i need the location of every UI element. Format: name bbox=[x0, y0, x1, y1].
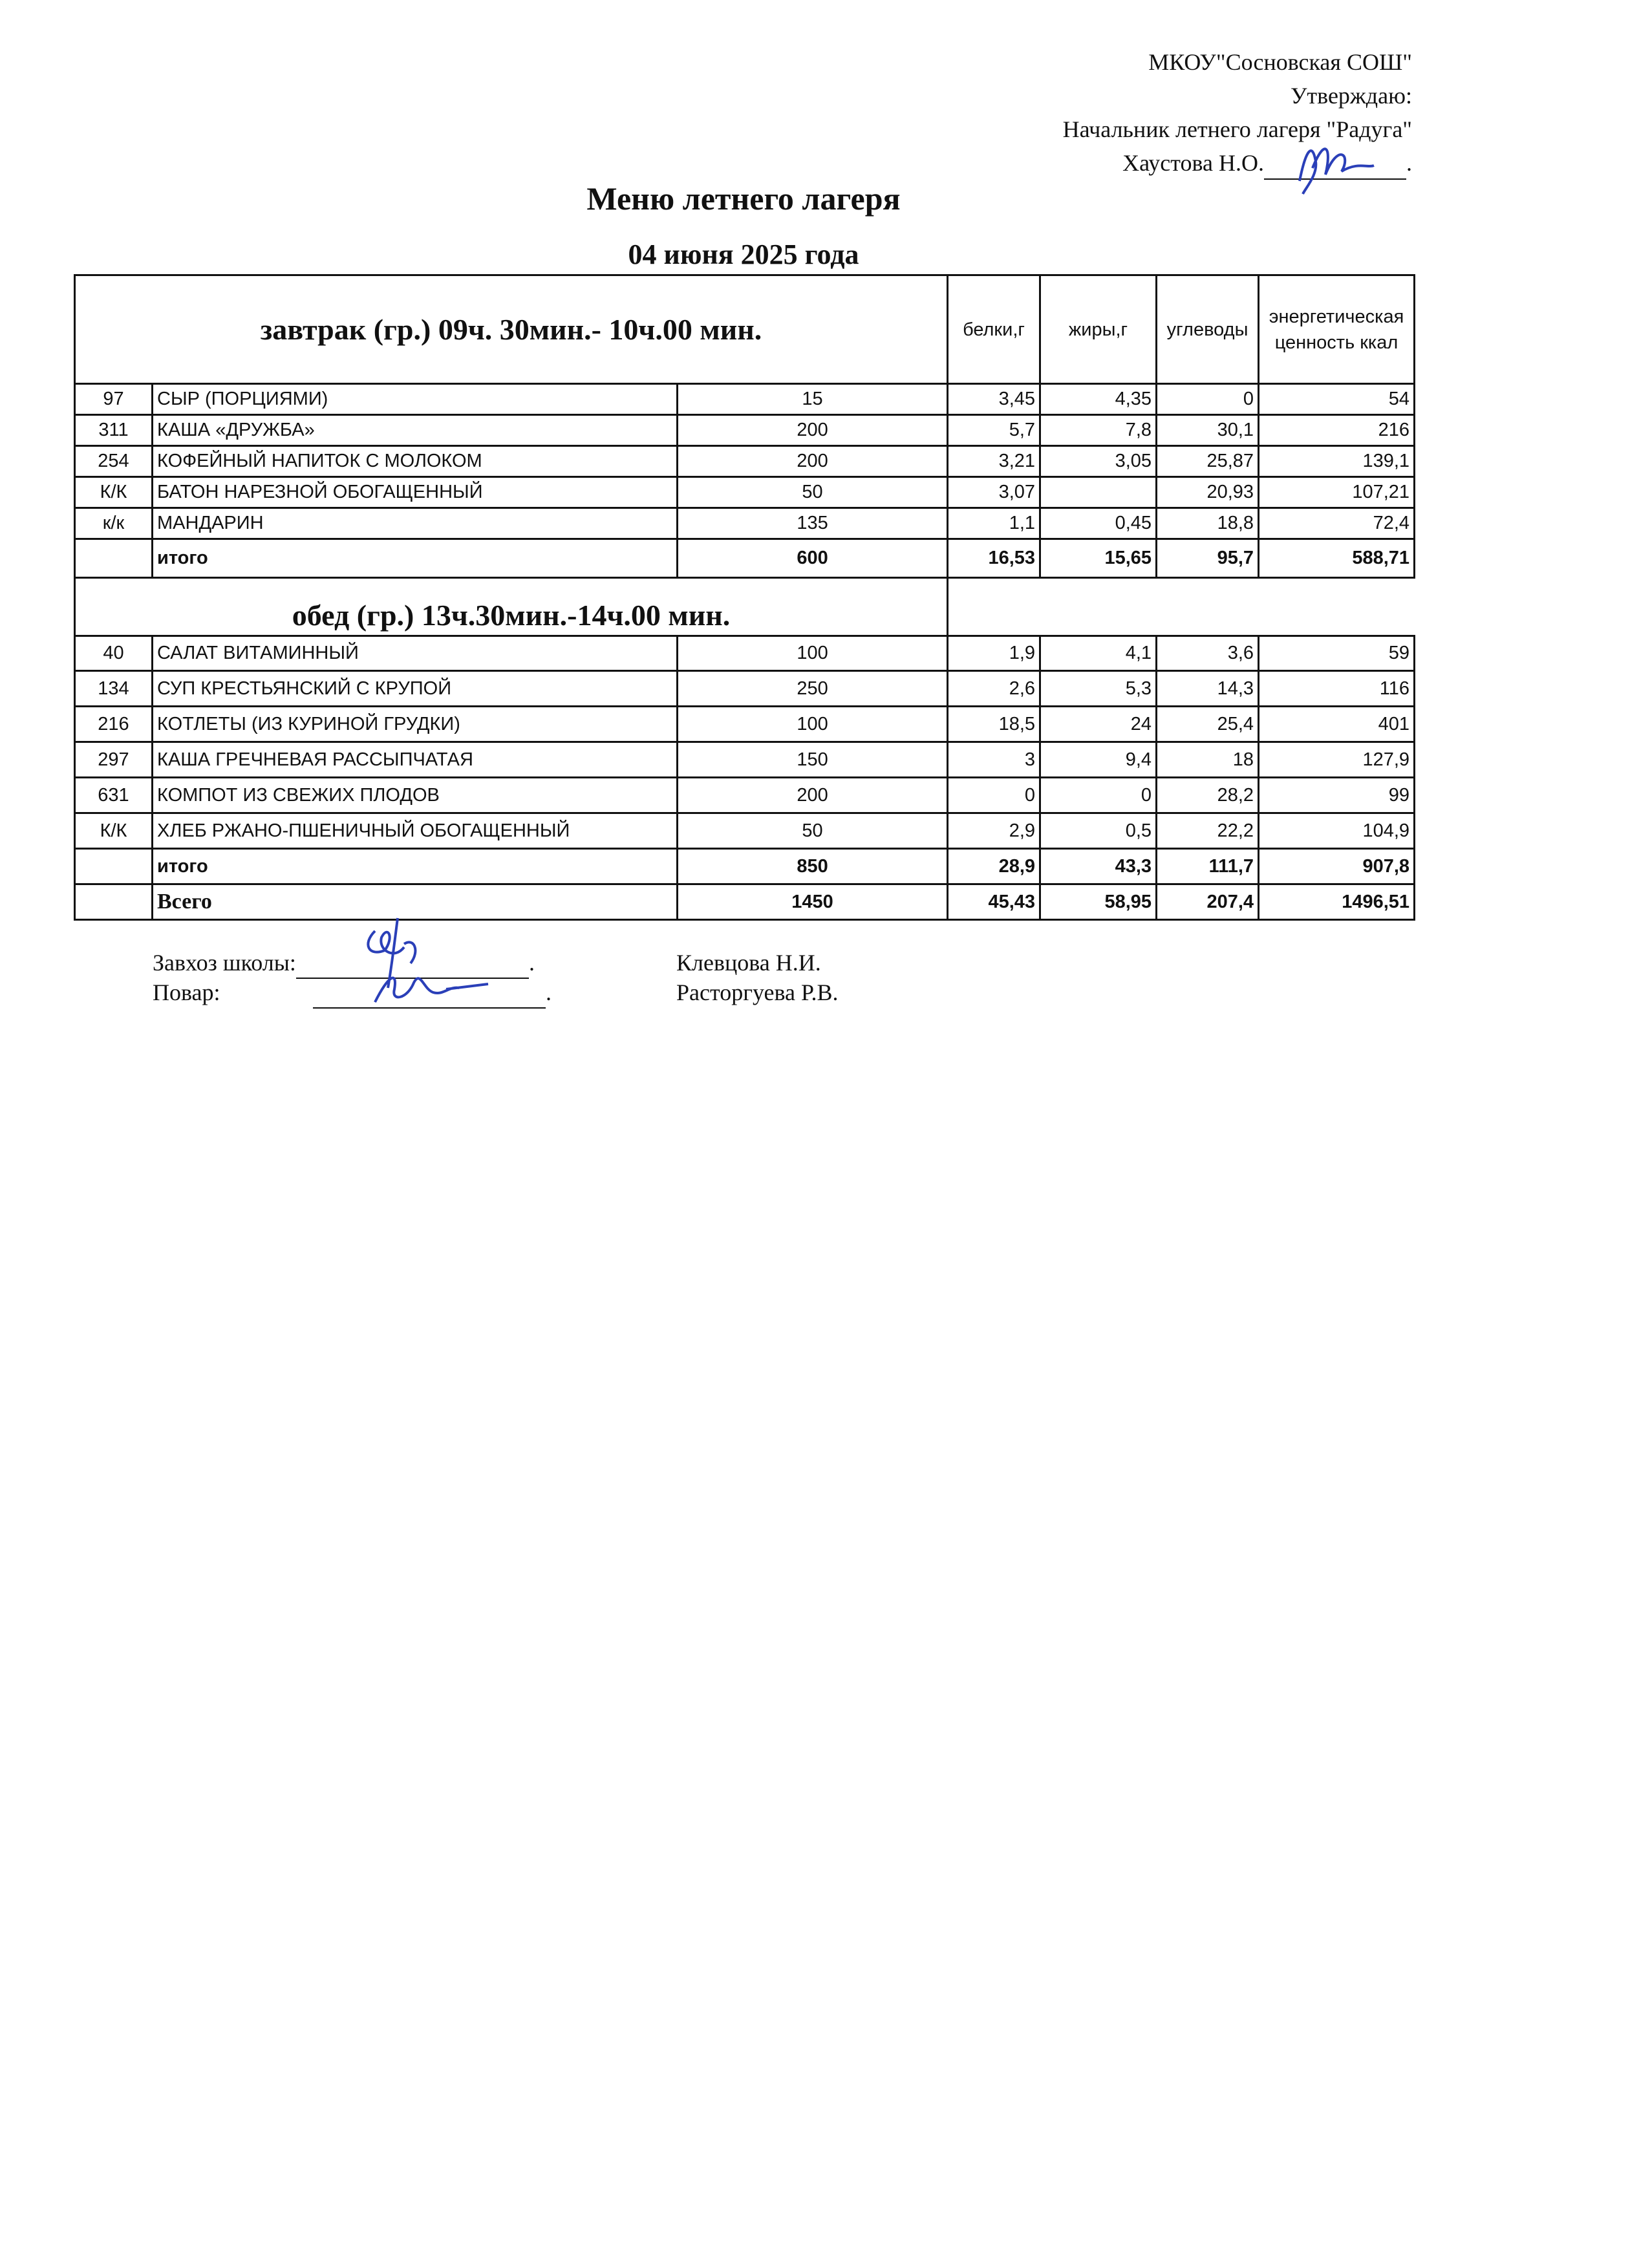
org-name: МКОУ"Сосновская СОШ" bbox=[1148, 49, 1412, 75]
item-name: БАТОН НАРЕЗНОЙ ОБОГАЩЕННЫЙ bbox=[153, 477, 678, 508]
table-row bbox=[75, 813, 1415, 849]
item-fat: 5,3 bbox=[1040, 671, 1157, 707]
item-protein: 2,6 bbox=[948, 671, 1040, 707]
storekeeper-name: Клевцова Н.И. bbox=[676, 950, 821, 976]
item-protein: 3,21 bbox=[948, 446, 1040, 477]
table-row bbox=[75, 415, 1415, 446]
cook-line: Повар: . bbox=[153, 978, 552, 1009]
item-code: 311 bbox=[75, 415, 153, 446]
item-weight: 15 bbox=[678, 384, 948, 415]
lunch-total-row bbox=[75, 849, 1415, 884]
total-protein: 16,53 bbox=[948, 539, 1040, 578]
item-carbs: 28,2 bbox=[1157, 778, 1259, 813]
total-protein: 28,9 bbox=[948, 849, 1040, 884]
total-energy: 907,8 bbox=[1259, 849, 1415, 884]
grand-total-protein: 45,43 bbox=[948, 884, 1040, 920]
item-code: 216 bbox=[75, 707, 153, 742]
item-code: К/К bbox=[75, 477, 153, 508]
item-weight: 250 bbox=[678, 671, 948, 707]
grand-total-weight: 1450 bbox=[678, 884, 948, 920]
item-fat bbox=[1040, 477, 1157, 508]
approver-line: Хаустова Н.О. . bbox=[1122, 147, 1412, 180]
total-fat: 43,3 bbox=[1040, 849, 1157, 884]
item-fat: 0,45 bbox=[1040, 508, 1157, 539]
item-name: КАША «ДРУЖБА» bbox=[153, 415, 678, 446]
total-label: итого bbox=[153, 849, 678, 884]
item-protein: 0 bbox=[948, 778, 1040, 813]
item-code: К/К bbox=[75, 813, 153, 849]
lunch-header-row bbox=[75, 578, 1415, 636]
item-fat: 0 bbox=[1040, 778, 1157, 813]
item-fat: 9,4 bbox=[1040, 742, 1157, 778]
item-carbs: 20,93 bbox=[1157, 477, 1259, 508]
item-carbs: 22,2 bbox=[1157, 813, 1259, 849]
item-carbs: 0 bbox=[1157, 384, 1259, 415]
item-weight: 50 bbox=[678, 813, 948, 849]
empty-cell bbox=[75, 539, 153, 578]
grand-total-label: Всего bbox=[153, 884, 678, 920]
table-row bbox=[75, 477, 1415, 508]
item-code: 134 bbox=[75, 671, 153, 707]
approver-name: Хаустова Н.О. bbox=[1122, 150, 1264, 176]
grand-total-row bbox=[75, 884, 1415, 920]
storekeeper-line: Завхоз школы: . bbox=[153, 948, 535, 979]
item-protein: 5,7 bbox=[948, 415, 1040, 446]
item-code: 297 bbox=[75, 742, 153, 778]
cook-name: Расторгуева Р.В. bbox=[676, 979, 839, 1005]
item-fat: 3,05 bbox=[1040, 446, 1157, 477]
table-row bbox=[75, 778, 1415, 813]
table-row bbox=[75, 671, 1415, 707]
breakfast-total-row bbox=[75, 539, 1415, 578]
item-weight: 135 bbox=[678, 508, 948, 539]
col-energy: энергетическая ценность ккал bbox=[1259, 275, 1415, 384]
col-protein: белки,г bbox=[948, 275, 1040, 384]
total-fat: 15,65 bbox=[1040, 539, 1157, 578]
item-energy: 401 bbox=[1259, 707, 1415, 742]
item-protein: 1,1 bbox=[948, 508, 1040, 539]
item-name: КОФЕЙНЫЙ НАПИТОК С МОЛОКОМ bbox=[153, 446, 678, 477]
total-carbs: 111,7 bbox=[1157, 849, 1259, 884]
item-carbs: 30,1 bbox=[1157, 415, 1259, 446]
item-energy: 127,9 bbox=[1259, 742, 1415, 778]
empty-cell bbox=[75, 884, 153, 920]
item-protein: 1,9 bbox=[948, 636, 1040, 671]
item-weight: 200 bbox=[678, 778, 948, 813]
total-weight: 850 bbox=[678, 849, 948, 884]
lunch-title: обед (гр.) 13ч.30мин.-14ч.00 мин. bbox=[75, 578, 948, 636]
storekeeper-label: Завхоз школы: bbox=[153, 950, 296, 976]
item-name: СУП КРЕСТЬЯНСКИЙ С КРУПОЙ bbox=[153, 671, 678, 707]
item-name: КОТЛЕТЫ (ИЗ КУРИНОЙ ГРУДКИ) bbox=[153, 707, 678, 742]
item-name: СЫР (ПОРЦИЯМИ) bbox=[153, 384, 678, 415]
table-row bbox=[75, 742, 1415, 778]
approver-position: Начальник летнего лагеря "Радуга" bbox=[1062, 116, 1412, 142]
item-protein: 3,07 bbox=[948, 477, 1040, 508]
item-energy: 107,21 bbox=[1259, 477, 1415, 508]
cook-signature bbox=[362, 963, 491, 1009]
item-weight: 150 bbox=[678, 742, 948, 778]
item-energy: 54 bbox=[1259, 384, 1415, 415]
item-energy: 59 bbox=[1259, 636, 1415, 671]
table-row bbox=[75, 636, 1415, 671]
item-carbs: 18 bbox=[1157, 742, 1259, 778]
item-carbs: 25,4 bbox=[1157, 707, 1259, 742]
grand-total-carbs: 207,4 bbox=[1157, 884, 1259, 920]
item-protein: 3 bbox=[948, 742, 1040, 778]
item-weight: 100 bbox=[678, 707, 948, 742]
item-code: 40 bbox=[75, 636, 153, 671]
breakfast-title: завтрак (гр.) 09ч. 30мин.- 10ч.00 мин. bbox=[75, 275, 948, 384]
item-carbs: 25,87 bbox=[1157, 446, 1259, 477]
page-title: Меню летнего лагеря bbox=[586, 180, 901, 217]
item-weight: 50 bbox=[678, 477, 948, 508]
grand-total-fat: 58,95 bbox=[1040, 884, 1157, 920]
table-row bbox=[75, 384, 1415, 415]
item-fat: 4,35 bbox=[1040, 384, 1157, 415]
total-label: итого bbox=[153, 539, 678, 578]
item-fat: 0,5 bbox=[1040, 813, 1157, 849]
item-energy: 99 bbox=[1259, 778, 1415, 813]
col-carbs: углеводы bbox=[1157, 275, 1259, 384]
grand-total-energy: 1496,51 bbox=[1259, 884, 1415, 920]
table-row bbox=[75, 707, 1415, 742]
table-row bbox=[75, 508, 1415, 539]
item-protein: 3,45 bbox=[948, 384, 1040, 415]
item-code: к/к bbox=[75, 508, 153, 539]
empty-cell bbox=[948, 578, 1415, 636]
menu-table bbox=[74, 274, 1415, 921]
item-fat: 4,1 bbox=[1040, 636, 1157, 671]
col-fat: жиры,г bbox=[1040, 275, 1157, 384]
item-fat: 24 bbox=[1040, 707, 1157, 742]
item-fat: 7,8 bbox=[1040, 415, 1157, 446]
item-name: ХЛЕБ РЖАНО-ПШЕНИЧНЫЙ ОБОГАЩЕННЫЙ bbox=[153, 813, 678, 849]
item-code: 254 bbox=[75, 446, 153, 477]
total-weight: 600 bbox=[678, 539, 948, 578]
item-name: КАША ГРЕЧНЕВАЯ РАССЫПЧАТАЯ bbox=[153, 742, 678, 778]
table-row bbox=[75, 446, 1415, 477]
item-protein: 2,9 bbox=[948, 813, 1040, 849]
item-energy: 116 bbox=[1259, 671, 1415, 707]
item-code: 631 bbox=[75, 778, 153, 813]
approve-label: Утверждаю: bbox=[1290, 83, 1412, 109]
item-code: 97 bbox=[75, 384, 153, 415]
item-energy: 139,1 bbox=[1259, 446, 1415, 477]
item-protein: 18,5 bbox=[948, 707, 1040, 742]
item-carbs: 3,6 bbox=[1157, 636, 1259, 671]
item-carbs: 18,8 bbox=[1157, 508, 1259, 539]
item-energy: 104,9 bbox=[1259, 813, 1415, 849]
item-weight: 200 bbox=[678, 415, 948, 446]
item-name: КОМПОТ ИЗ СВЕЖИХ ПЛОДОВ bbox=[153, 778, 678, 813]
item-weight: 200 bbox=[678, 446, 948, 477]
total-energy: 588,71 bbox=[1259, 539, 1415, 578]
menu-date: 04 июня 2025 года bbox=[628, 239, 859, 270]
item-name: МАНДАРИН bbox=[153, 508, 678, 539]
item-energy: 72,4 bbox=[1259, 508, 1415, 539]
item-energy: 216 bbox=[1259, 415, 1415, 446]
total-carbs: 95,7 bbox=[1157, 539, 1259, 578]
cook-label: Повар: bbox=[153, 979, 220, 1005]
breakfast-header-row bbox=[75, 275, 1415, 384]
empty-cell bbox=[75, 849, 153, 884]
item-weight: 100 bbox=[678, 636, 948, 671]
item-carbs: 14,3 bbox=[1157, 671, 1259, 707]
item-name: САЛАТ ВИТАМИННЫЙ bbox=[153, 636, 678, 671]
